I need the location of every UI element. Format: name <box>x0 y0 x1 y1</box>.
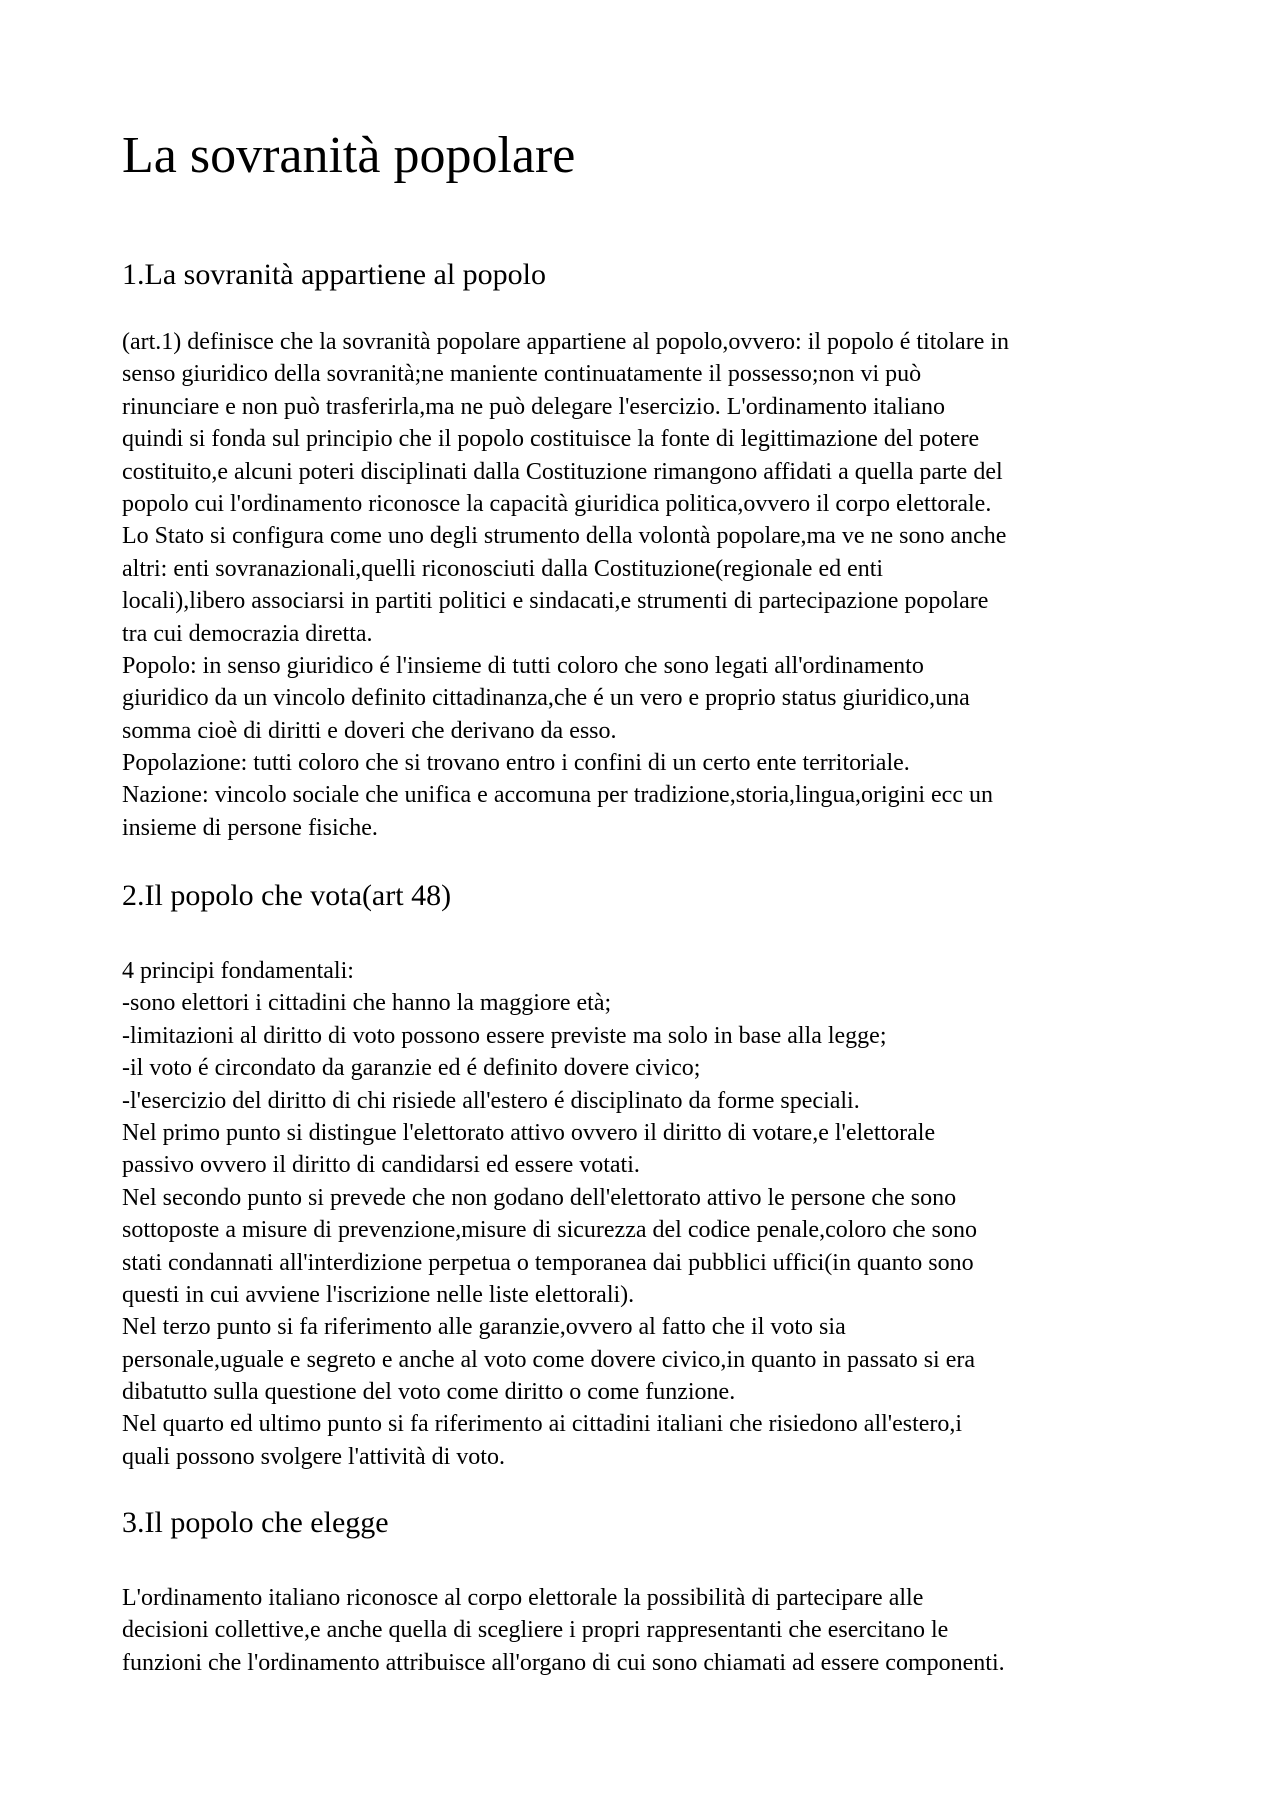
body-line: -sono elettori i cittadini che hanno la maggiore età; <box>122 990 612 1017</box>
body-line: rinunciare e non può trasferirla,ma ne può delegare l'esercizio. L'ordinamento italiano <box>122 393 945 420</box>
section-1-heading: 1.La sovranità appartiene al popolo <box>122 258 547 291</box>
body-line: Nel secondo punto si prevede che non godano dell'elettorato attivo le persone che sono <box>122 1184 957 1211</box>
body-line: costituito,e alcuni poteri disciplinati dalla Costituzione rimangono affidati a quella parte del <box>122 458 1003 485</box>
body-line: Nel terzo punto si fa riferimento alle garanzie,ovvero al fatto che il voto sia <box>122 1314 846 1341</box>
body-line: popolo cui l'ordinamento riconosce la capacità giuridica politica,ovvero il corpo elettorale. <box>122 490 992 517</box>
body-line: Popolo: in senso giuridico é l'insieme di tutti coloro che sono legati all'ordinamento <box>122 652 924 679</box>
body-line: funzioni che l'ordinamento attribuisce all'organo di cui sono chiamati ad essere componenti. <box>122 1649 1005 1676</box>
body-line: -l'esercizio del diritto di chi risiede all'estero é disciplinato da forme speciali. <box>122 1087 860 1114</box>
body-line: dibatutto sulla questione del voto come diritto o come funzione. <box>122 1379 736 1406</box>
document-title: La sovranità popolare <box>122 127 576 184</box>
body-line: decisioni collettive,e anche quella di scegliere i propri rappresentanti che esercitano le <box>122 1617 949 1644</box>
body-line: tra cui democrazia diretta. <box>122 620 373 647</box>
body-line: Nel primo punto si distingue l'elettorato attivo ovvero il diritto di votare,e l'elettorale <box>122 1119 936 1146</box>
body-line: quali possono svolgere l'attività di voto. <box>122 1443 505 1470</box>
body-line: questi in cui avviene l'iscrizione nelle liste elettorali). <box>122 1281 635 1308</box>
body-line: altri: enti sovranazionali,quelli riconosciuti dalla Costituzione(regionale ed enti <box>122 555 884 582</box>
section-1-body <box>122 326 1009 844</box>
section-2-body <box>122 955 977 1473</box>
body-line: Nel quarto ed ultimo punto si fa riferimento ai cittadini italiani che risiedono all'estero,i <box>122 1411 963 1438</box>
body-line: quindi si fonda sul principio che il popolo costituisce la fonte di legittimazione del potere <box>122 426 980 453</box>
body-line: insieme di persone fisiche. <box>122 814 378 841</box>
body-line: senso giuridico della sovranità;ne maniente continuatamente il possesso;non vi può <box>122 361 922 388</box>
body-line: personale,uguale e segreto e anche al voto come dovere civico,in quanto in passato si era <box>122 1346 976 1373</box>
body-line: somma cioè di diritti e doveri che derivano da esso. <box>122 717 617 744</box>
body-line: 4 principi fondamentali: <box>122 958 354 984</box>
body-line: Lo Stato si configura come uno degli strumento della volontà popolare,ma ve ne sono anche <box>122 523 1007 550</box>
section-3-heading: 3.Il popolo che elegge <box>122 1506 389 1539</box>
body-line: Nazione: vincolo sociale che unifica e accomuna per tradizione,storia,lingua,origini ecc un <box>122 782 993 809</box>
section-3-body <box>122 1582 1005 1679</box>
body-line: -il voto é circondato da garanzie ed é definito dovere civico; <box>122 1055 701 1082</box>
body-line: sottoposte a misure di prevenzione,misure di sicurezza del codice penale,coloro che sono <box>122 1217 978 1244</box>
body-line: L'ordinamento italiano riconosce al corpo elettorale la possibilità di partecipare alle <box>122 1585 924 1611</box>
body-line: (art.1) definisce che la sovranità popolare appartiene al popolo,ovvero: il popolo é titolare in <box>122 329 1010 355</box>
body-line: Popolazione: tutti coloro che si trovano entro i confini di un certo ente territoriale. <box>122 750 910 777</box>
section-2-heading: 2.Il popolo che vota(art 48) <box>122 879 452 912</box>
body-line: -limitazioni al diritto di voto possono essere previste ma solo in base alla legge; <box>122 1022 887 1049</box>
body-line: locali),libero associarsi in partiti politici e sindacati,e strumenti di partecipazione popolare <box>122 588 989 615</box>
body-line: passivo ovvero il diritto di candidarsi ed essere votati. <box>122 1152 640 1179</box>
body-line: giuridico da un vincolo definito cittadinanza,che é un vero e proprio status giuridico,una <box>122 685 970 712</box>
body-line: stati condannati all'interdizione perpetua o temporanea dai pubblici uffici(in quanto sono <box>122 1249 974 1276</box>
